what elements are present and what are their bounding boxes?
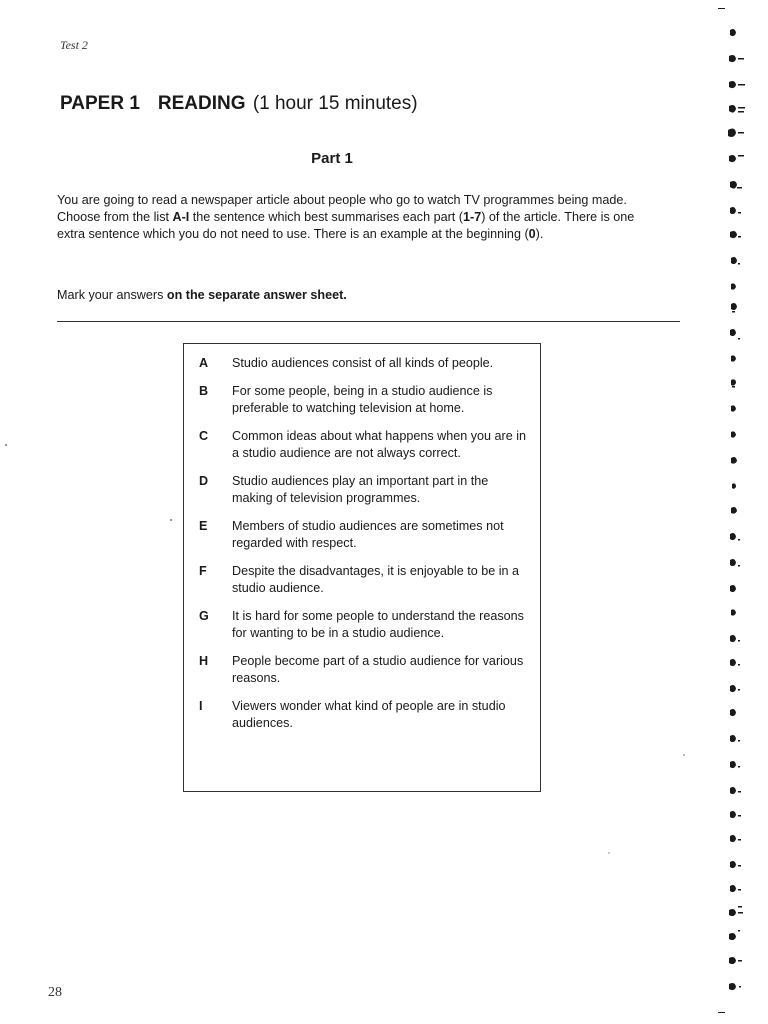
option-letter: B xyxy=(199,384,209,398)
option-text: People become part of a studio audience for various reasons. xyxy=(232,654,524,685)
option-letter: I xyxy=(199,699,203,713)
instructions-text-3: ) of the article. There is one extra sentence which you do not need to use. There is an example at the beginning ( xyxy=(57,210,635,241)
option-a xyxy=(199,355,540,372)
option-letter: F xyxy=(199,564,207,578)
option-letter: A xyxy=(199,356,209,370)
scan-speck xyxy=(170,519,172,521)
answer-note xyxy=(57,288,347,302)
option-text: Common ideas about what happens when you are in a studio audience are not always correct. xyxy=(232,429,527,460)
binding-holes xyxy=(718,0,768,1024)
paper-heading xyxy=(60,93,418,115)
scan-speck xyxy=(683,754,685,756)
option-letter: E xyxy=(199,519,208,533)
option-text: For some people, being in a studio audience is preferable to watching television at home. xyxy=(232,384,493,415)
option-letter: C xyxy=(199,429,209,443)
paper-number: PAPER 1 xyxy=(60,93,140,114)
part-title: Part 1 xyxy=(311,150,353,167)
option-text: Studio audiences play an important part in the making of television programmes. xyxy=(232,474,489,505)
instructions-example: 0 xyxy=(528,227,536,241)
option-h xyxy=(199,653,540,687)
option-f xyxy=(199,563,540,597)
scan-speck xyxy=(608,852,610,854)
paper-title: READING xyxy=(157,93,246,114)
option-text: Despite the disadvantages, it is enjoyable to be in a studio audience. xyxy=(232,564,520,595)
option-text: Viewers wonder what kind of people are in studio audiences. xyxy=(232,699,506,730)
instructions-text-2: the sentence which best summarises each part ( xyxy=(189,210,463,224)
scan-speck xyxy=(5,444,7,446)
instructions-text-1: You are going to read a newspaper article about people who go to watch TV programmes being made. Choose from the list xyxy=(57,193,627,224)
running-head: Test 2 xyxy=(60,38,88,52)
answer-note-text: Mark your answers xyxy=(57,288,167,302)
instructions-parts: 1-7 xyxy=(463,210,482,224)
option-c xyxy=(199,428,540,462)
options-box xyxy=(183,343,541,792)
option-text: Studio audiences consist of all kinds of people. xyxy=(232,356,494,370)
instructions xyxy=(57,192,637,243)
option-letter: D xyxy=(199,474,209,488)
option-text: It is hard for some people to understand the reasons for wanting to be in a studio audience. xyxy=(232,609,524,640)
option-e xyxy=(199,518,540,552)
option-d xyxy=(199,473,540,507)
option-i xyxy=(199,698,540,732)
instructions-range: A-I xyxy=(172,210,190,224)
instructions-text-4: ). xyxy=(535,227,544,241)
option-g xyxy=(199,608,540,642)
answer-note-bold: on the separate answer sheet. xyxy=(166,288,347,302)
option-letter: H xyxy=(199,654,209,668)
page-number: 28 xyxy=(48,985,62,1000)
option-text: Members of studio audiences are sometimes not regarded with respect. xyxy=(232,519,504,550)
option-letter: G xyxy=(199,609,209,623)
option-b xyxy=(199,383,540,417)
section-divider xyxy=(57,321,680,322)
paper-duration: (1 hour 15 minutes) xyxy=(252,93,418,114)
